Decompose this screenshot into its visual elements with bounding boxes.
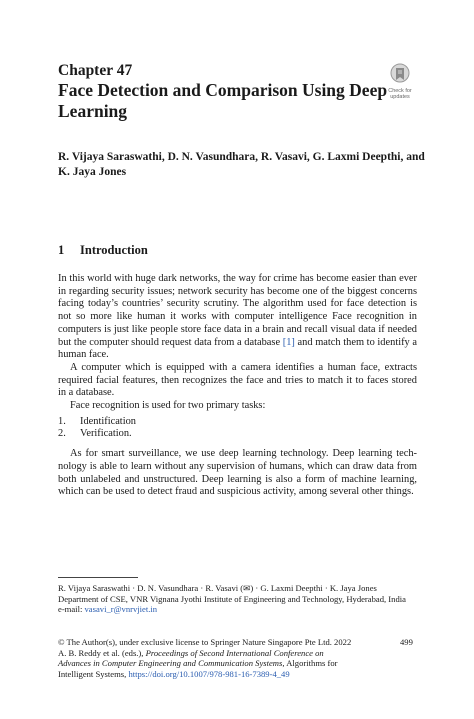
- proceedings-title: Proceedings of Second International Conference on Advances in Computer Engineering and Communication Systems: [58, 647, 324, 669]
- chapter-label: Chapter 47: [58, 62, 133, 79]
- chapter-title: Face Detection and Comparison Using Deep Learning: [58, 80, 388, 121]
- list-item: 2. Verification.: [58, 428, 132, 440]
- section-number: 1: [58, 243, 65, 257]
- section-heading: [58, 243, 148, 258]
- footnote-divider: [58, 577, 138, 578]
- list-item: 1. Identification: [58, 415, 136, 427]
- paragraph: In this world with huge dark networks, the way for crime has become easier than ever in regarding security issues; network security has become one of the biggest concerns facing today’s countries’ security scrutiny. The algorithm used for face detection is not so more like human it works with computer intelligence Face recognition in computers is just like people store face data in a brain and recall visual data if needed but the computer should request data from a database [1] and match them to identify a human face.: [58, 273, 418, 361]
- task-list: [58, 416, 417, 441]
- check-for-updates-badge[interactable]: [383, 63, 417, 101]
- author-footnote: [58, 583, 420, 615]
- email-link[interactable]: vasavi_r@vnrvjiet.in: [84, 604, 158, 615]
- footnote-authors: R. Vijaya Saraswathi · D. N. Vasundhara · R. Vasavi (✉) · G. Laxmi Deepthi · K. Jaya Jones: [58, 583, 377, 593]
- section-title: Introduction: [80, 243, 148, 257]
- footnote-email-row: e-mail: vasavi_r@vnrvjiet.in: [58, 604, 158, 615]
- paragraph: Face recognition is used for two primary tasks:: [70, 400, 266, 412]
- author-list: R. Vijaya Saraswathi, D. N. Vasundhara, R. Vasavi, G. Laxmi Deepthi, and K. Jaya Jones: [58, 151, 425, 178]
- citation-link[interactable]: [1]: [282, 336, 295, 348]
- citation-line: A. B. Reddy et al. (eds.), Proceedings of Second International Conference on Advances in Computer Engineering and Communication Systems, Algorithms for Intelligent Systems, https://doi.org/10.1007/978-981-16-7389-4_49: [58, 647, 338, 679]
- paragraph: A computer which is equipped with a camera identifies a human face, extracts required facial features, then recognizes the face and tries to match it to faces stored in a database.: [58, 361, 417, 399]
- check-for-updates-icon: [389, 63, 411, 87]
- copyright-line: © The Author(s), under exclusive license to Springer Nature Singapore Pte Ltd. 2022: [58, 637, 352, 647]
- paragraph: As for smart surveillance, we use deep learning technology. Deep learning tech-nology is able to learn without any supervision of humans, which can draw data from both unlabeled and unstructured. Deep learning is also a form of machine learning, which can be used to detect fraud and suspicious activity, among several other things.: [58, 448, 417, 498]
- doi-link[interactable]: https://doi.org/10.1007/978-981-16-7389-4_49: [128, 668, 290, 679]
- footnote-affiliation: Department of CSE, VNR Vignana Jyothi Institute of Engineering and Technology, Hyderabad, India: [58, 593, 406, 604]
- copyright-block: [58, 637, 358, 679]
- badge-label: Check for updates: [388, 88, 412, 100]
- body-text: [58, 273, 417, 499]
- page-number: 499: [400, 637, 413, 647]
